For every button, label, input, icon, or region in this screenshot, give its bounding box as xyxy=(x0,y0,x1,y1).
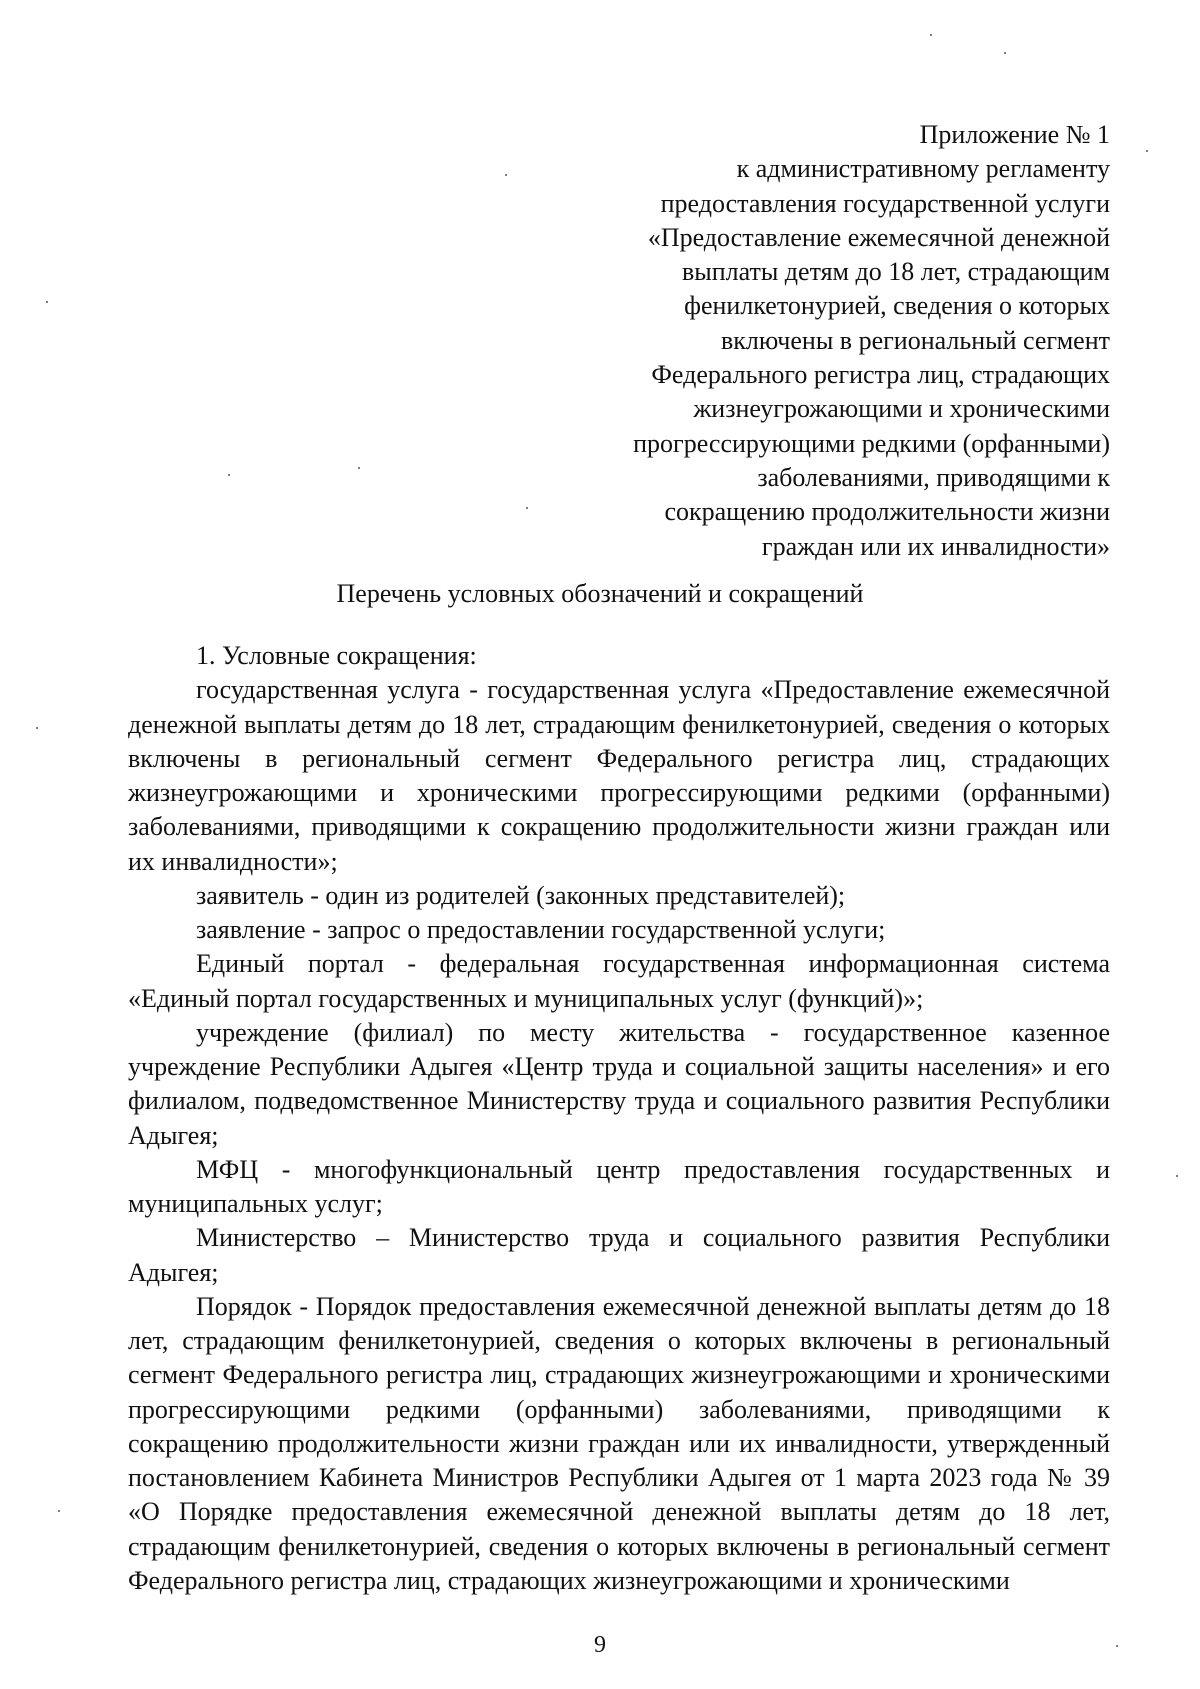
appendix-line: включены в региональный сегмент xyxy=(720,325,1110,355)
appendix-line: «Предоставление ежемесячной денежной xyxy=(647,222,1110,252)
appendix-line: фенилкетонурией, сведения о которых xyxy=(684,291,1110,321)
definition-paragraph: Министерство – Министерство труда и социального развития Республики Адыгея; xyxy=(128,1223,1110,1287)
section-heading: 1. Условные сокращения: xyxy=(196,641,477,670)
definition-paragraph: заявление - запрос о предоставлении государственной услуги; xyxy=(196,915,886,944)
scan-speck xyxy=(1176,1175,1178,1177)
appendix-line: сокращению продолжительности жизни xyxy=(664,497,1110,527)
appendix-line: Приложение № 1 xyxy=(919,120,1110,149)
scan-speck xyxy=(930,34,932,36)
scan-speck xyxy=(1004,52,1006,54)
scan-speck xyxy=(1116,1645,1118,1647)
definition-paragraph: заявитель - один из родителей (законных представителей); xyxy=(196,880,846,910)
definition-paragraph: Порядок - Порядок предоставления ежемесячной денежной выплаты детям до 18 лет, страдающим фенилкетонурией, сведения о которых включены в региональный сегмент Федерального регистра лиц, страдающих жизнеугрожающими и хроническими прогрессирующими редкими (орфанными) заболеваниями, приводящими к сокращению продолжительности жизни граждан или их инвалидности, утвержденный постановлением Кабинета Министров Республики Адыгея от 1 марта 2023 года № 39 «О Порядке предоставления ежемесячной денежной выплаты детям до 18 лет, страдающим фенилкетонурией, сведения о которых включены в региональный сегмент Федерального регистра лиц, страдающих жизнеугрожающими и хроническими xyxy=(128,1291,1110,1595)
scan-speck xyxy=(505,174,507,176)
scan-speck xyxy=(1146,150,1148,152)
appendix-line: к административному регламенту xyxy=(736,154,1110,184)
appendix-header xyxy=(550,118,1110,564)
page-number: 9 xyxy=(594,1632,606,1658)
document-body xyxy=(128,639,1110,1598)
appendix-line: Федерального регистра лиц, страдающих xyxy=(651,360,1110,390)
scan-speck xyxy=(58,1510,60,1512)
definition-paragraph: Единый портал - федеральная государственная информационная система «Единый портал государственных и муниципальных услуг (функций)»; xyxy=(128,949,1110,1013)
scan-speck xyxy=(46,301,48,303)
definition-paragraph: МФЦ - многофункциональный центр предоставления государственных и муниципальных услуг; xyxy=(128,1154,1110,1218)
appendix-line: выплаты детям до 18 лет, страдающим xyxy=(681,257,1110,287)
document-title: Перечень условных обозначений и сокращений xyxy=(336,579,864,608)
appendix-line: граждан или их инвалидности» xyxy=(761,531,1110,561)
scan-speck xyxy=(358,467,360,469)
definition-paragraph: государственная услуга - государственная услуга «Предоставление ежемесячной денежной выплаты детям до 18 лет, страдающим фенилкетонурией, сведения о которых включены в региональный сегмент Федерального регистра лиц, страдающих жизнеугрожающими и хроническими прогрессирующими редкими (орфанными) заболеваниями, приводящими к сокращению продолжительности жизни граждан или их инвалидности»; xyxy=(128,675,1110,876)
appendix-line: жизнеугрожающими и хроническими xyxy=(693,394,1110,424)
appendix-line: заболеваниями, приводящими к xyxy=(757,462,1110,492)
definition-paragraph: учреждение (филиал) по месту жительства - государственное казенное учреждение Республики Адыгея «Центр труда и социальной защиты населения» и его филиалом, подведомственное Министерству труда и социального развития Республики Адыгея; xyxy=(128,1017,1110,1150)
scan-speck xyxy=(36,727,38,729)
appendix-line: прогрессирующими редкими (орфанными) xyxy=(633,428,1110,458)
appendix-line: предоставления государственной услуги xyxy=(660,188,1110,218)
scan-speck xyxy=(228,474,230,476)
scan-speck xyxy=(526,507,528,509)
